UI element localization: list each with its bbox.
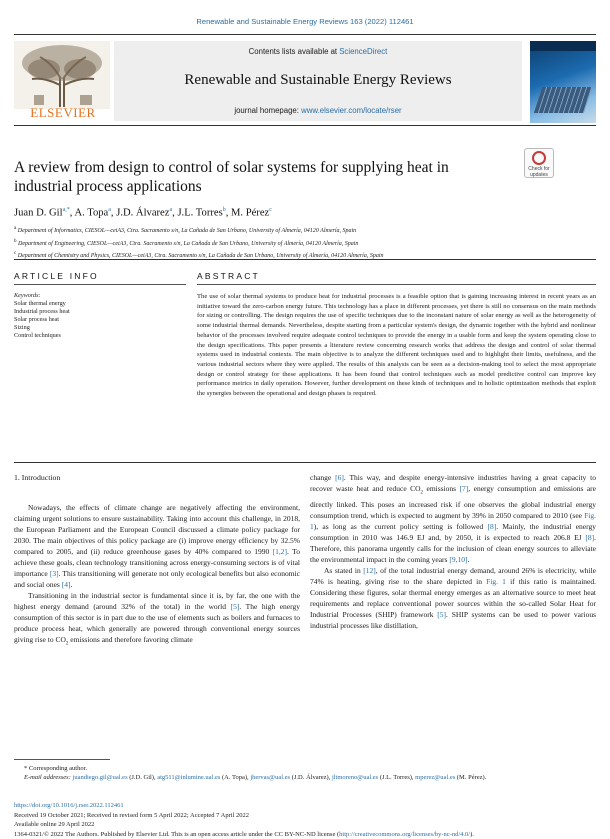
divider <box>14 259 596 260</box>
author-name[interactable]: A. Topa <box>74 207 109 219</box>
divider <box>14 284 186 285</box>
affiliations <box>14 224 594 262</box>
keyword: Industrial process heat <box>14 308 70 316</box>
affiliation: $^c$ Department of Chemistry and Physics, CIESOL—ceiA3, Ctra. Sacramento s/n, La Cañada de San Urbano, University of Almería, 04120 Almería, Spain <box>14 251 384 260</box>
author-affiliation-mark[interactable]: a,* <box>62 207 70 213</box>
corresponding-note: * Corresponding author. <box>24 765 88 772</box>
citation-link[interactable]: [5] <box>437 609 447 619</box>
body-paragraph: Transitioning in the industrial sector is fundamental since it is, by far, the one with the highest energy demand (around 32% of the total) in the world [5]. The high energy consumption of this sector is in part due to the use of elements such as boilers and furnaces to produce process heat, which generally are powered through conventional energy sources giving rise to $CO_2$ emissions and therefore favoring climate <box>14 591 300 647</box>
author-affiliation-mark[interactable]: b <box>222 207 226 213</box>
email-link[interactable]: juandiego.gil@ual.es <box>72 774 128 781</box>
cover-solar-panel <box>534 87 592 113</box>
keyword: Control techniques <box>14 332 61 340</box>
email-link[interactable]: jltmoreno@ual.es <box>331 774 379 781</box>
citation-link[interactable]: [8] <box>487 521 497 531</box>
license-link[interactable]: http://creativecommons.org/licenses/by-nc-nd/4.0/ <box>339 830 471 838</box>
affiliation: $^a$ Department of Informatics, CIESOL—ceiA3, Ctra. Sacramento s/n, La Cañada de San Urbano, University of Almería, 04120 Almería, Spain <box>14 226 357 234</box>
citation-link[interactable]: [9,10] <box>449 554 468 564</box>
email-link[interactable]: jhervas@ual.es <box>250 774 291 781</box>
homepage-prefix: journal homepage: <box>234 106 302 115</box>
citation-link[interactable]: [1,2] <box>272 547 288 556</box>
divider <box>197 284 596 285</box>
check-updates-icon <box>532 151 546 165</box>
author-name[interactable]: J.L. Torres <box>177 207 223 219</box>
footnotes <box>14 764 596 782</box>
elsevier-logo <box>14 41 110 123</box>
citation-link[interactable]: [3] <box>49 569 59 578</box>
keyword: Solar thermal energy <box>14 300 66 308</box>
keywords-block <box>14 292 184 341</box>
figure-link[interactable]: Fig. 1 <box>486 576 506 586</box>
section-heading: 1. Introduction <box>14 473 61 482</box>
journal-masthead <box>14 34 596 126</box>
author-affiliation-mark[interactable]: a <box>169 207 173 213</box>
contents-prefix: Contents lists available at <box>248 47 340 56</box>
author-affiliation-mark[interactable]: c <box>269 207 272 213</box>
publication-info <box>14 801 596 839</box>
author-name[interactable]: Juan D. Gil <box>14 207 63 219</box>
contents-line <box>114 47 522 56</box>
affiliation: $^b$ Department of Engineering, CIESOL—ceiA3, Ctra. Sacramento s/n, La Cañada de San Urbano, University of Almería, 04120 Almería, Spain <box>14 238 359 247</box>
sciencedirect-link[interactable]: ScienceDirect <box>339 47 388 56</box>
doi-link[interactable]: https://doi.org/10.1016/j.rser.2022.112461 <box>14 802 124 809</box>
article-info-heading: ARTICLE INFO <box>14 271 99 281</box>
divider <box>14 462 596 463</box>
figure-link[interactable]: Fig. 1 <box>310 510 596 531</box>
author-affiliation-mark[interactable]: a <box>108 207 111 213</box>
email-link[interactable]: mperez@ual.es <box>415 774 456 781</box>
citation-link[interactable]: [7] <box>459 484 469 493</box>
author-name[interactable]: M. Pérez <box>231 207 270 219</box>
abstract-text: The use of solar thermal systems to produce heat for industrial processes is a feasible option that is gaining increasing interest in recent years as an initiative toward the zero-carbon energy future. This technology has a place in different processes, yet there is still no consensus on the main methods for sizing or controlling. The design requires the use of specific techniques due to the inconstant nature of solar energy as well as the heterogeneity of some industrial thermal demands. Nevertheless, despite starting from a particular system's design, the dynamic together with the hybrid and nonlinear behavior of the processes involved require adequate control techniques to provide the energy in a usable form and keep the system operating close to the design specifications. This paper presents a literature review concerning research works that address the design and control of solar thermal systems used in industrial contexts. The main objective is to analyze the different techniques used and to highlight their limits, usefulness, and the various industrial sectors where they were applied. The results of this analysis can be seen as a decision-making tool to select the most appropriate design or control strategy for these applications. It has been found that control techniques such as model predictive control can improve key performance metrics in daily operation. However, further development on these kinds of techniques and in holistic optimization methods that exploit the synergies between the operational and design phases is required. <box>197 293 596 398</box>
abstract-heading: ABSTRACT <box>197 271 260 281</box>
body-paragraph: change [6]. This way, and despite energy-intensive industries having a great capacity to recover waste heat and reduce $CO_2$ emissions [7], energy consumption and emissions are directly linked. This poses an increased risk if one observes the global industrial energy consumption trend, which is expected to augment by 39% in 2050 compared to 2010 (see Fig. 1), as long as the current policy setting is followed [8]. Mainly, the industrial energy consumption in 2010 was 146.9 EJ and, by 2050, it is expected to reach 206.8 EJ [8]. Therefore, this panorama urgently calls for the inclusion of clean energy sources to alleviate the environmental impact in the coming years [9,10]. <box>310 473 597 564</box>
keyword: Sizing <box>14 324 30 332</box>
article-title: A review from design to control of solar systems for supplying heat in industrial process applications <box>14 159 449 195</box>
citation-link[interactable]: [6] <box>335 473 344 482</box>
body-paragraph: Nowadays, the effects of climate change are negatively affecting the environment, claiming urgent solutions to ensure sustainability. Taking into account this challenge, in 2018, the European Parliament and the European Council discussed a climate policy package for 2030. The main objectives of this policy package are (i) improve energy efficiency by 32.5% compared to 2005, and (ii) reduce greenhouse gases by 40% compared to 1990 [1,2]. To achieve these goals, clean technology transitioning across energy-consuming sectors is of vital importance [3]. This transitioning will generate not only ecological benefits but also economic and social ones [4]. <box>14 503 300 589</box>
check-for-updates-button[interactable] <box>524 148 554 178</box>
keyword: Solar process heat <box>14 316 60 324</box>
journal-citation[interactable]: Renewable and Sustainable Energy Reviews 163 (2022) 112461 <box>196 17 414 26</box>
email-line: E-mail addresses: juandiego.gil@ual.es (J.D. Gil), atg511@inlumine.ual.es (A. Topa), jhervas@ual.es (J.D. Álvarez), jltmoreno@ual.es (J.L. Torres), mperez@ual.es (M. Pérez). <box>24 774 487 781</box>
citation-link[interactable]: [5] <box>230 602 240 611</box>
received-dates: Received 19 October 2021; Received in revised form 5 April 2022; Accepted 7 April 2022 <box>14 811 250 819</box>
online-date: Available online 29 April 2022 <box>14 821 95 829</box>
journal-title: Renewable and Sustainable Energy Reviews <box>184 72 452 88</box>
homepage-link[interactable]: www.elsevier.com/locate/rser <box>301 106 402 115</box>
body-paragraph: As stated in [12], of the total industrial energy demand, around 26% is electricity, while 74% is heating, giving rise to the share depicted in Fig. 1 if this ratio is maintained. Considering these figures, solar thermal energy emerges as an alternative source to meet heat requirements and replace conventional power sources within the so-called Solar Heat for Industrial Processes (SHIP) framework [5]. SHIP systems can be used to power various industrial processes like distillation, <box>310 565 596 630</box>
email-link[interactable]: atg511@inlumine.ual.es <box>157 774 221 781</box>
elsevier-tree-icon <box>14 41 110 109</box>
author-list: Juan D. Gil$^{a,*}$, A. Topa$^a$, J.D. Álvarez$^a$, J.L. Torres$^b$, M. Pérez$^c$ <box>14 207 272 219</box>
citation-link[interactable]: [8] <box>585 532 595 542</box>
citation-link[interactable]: [12] <box>363 565 376 575</box>
footnote-divider <box>14 759 110 760</box>
cover-stripe <box>530 41 596 51</box>
check-updates-label: Check for updates <box>528 166 550 178</box>
publisher-wordmark: ELSEVIER <box>30 105 96 120</box>
journal-cover-image[interactable] <box>530 41 596 123</box>
journal-banner <box>114 41 522 121</box>
author-name[interactable]: J.D. Álvarez <box>116 207 170 219</box>
body-column-left <box>14 472 300 650</box>
keywords-label: Keywords: <box>14 292 41 299</box>
homepage-line <box>114 106 522 115</box>
license-line: 1364-0321/© 2022 The Authors. Published by Elsevier Ltd. This is an open access article under the CC BY-NC-ND license (http://creativecommons.org/licenses/by-nc-nd/4.0/). <box>14 830 474 838</box>
citation-link[interactable]: [4] <box>61 580 71 589</box>
body-column-right <box>310 472 596 631</box>
